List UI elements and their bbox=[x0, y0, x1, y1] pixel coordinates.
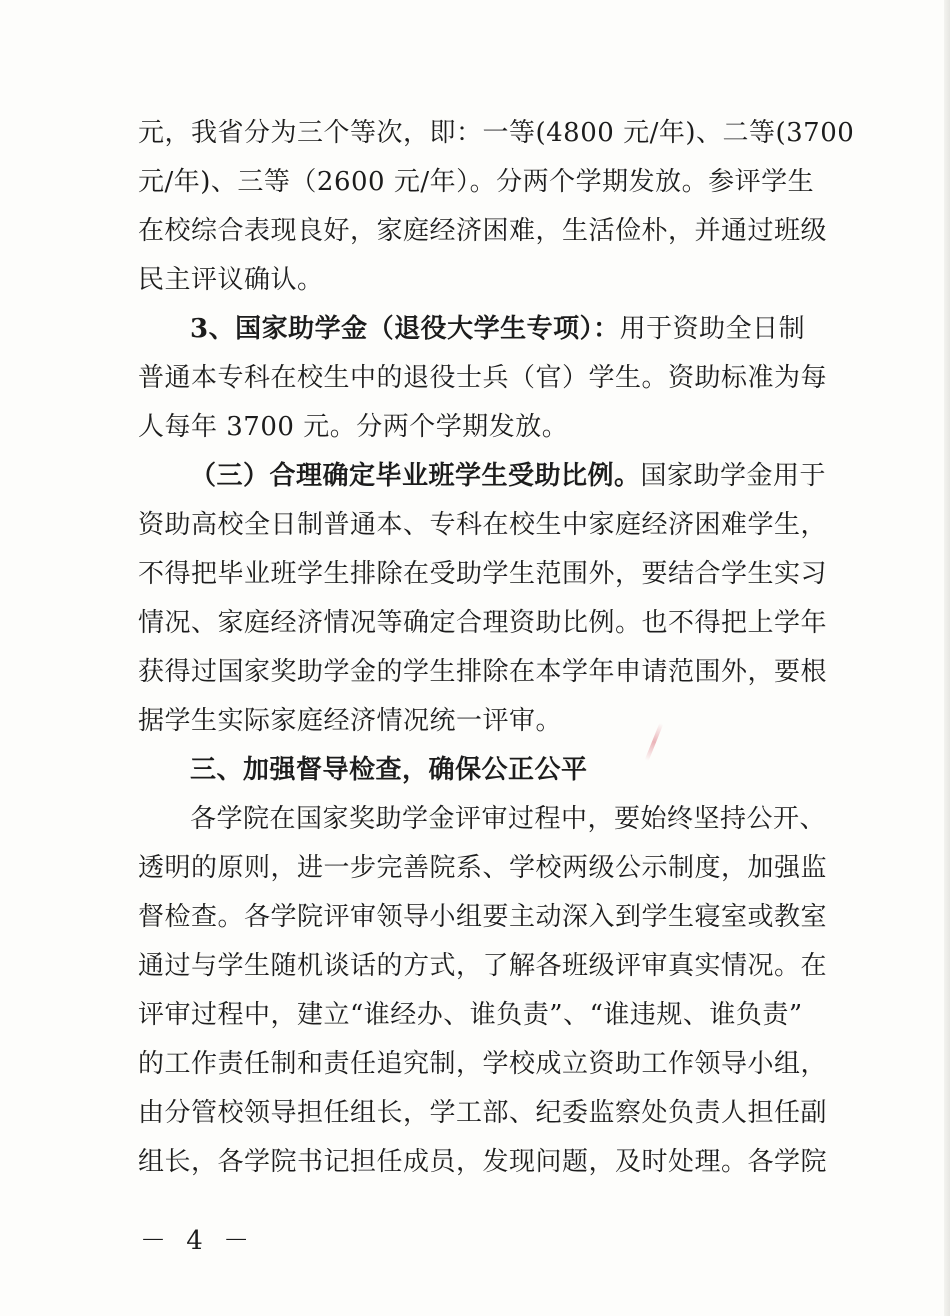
text-line-10: 不得把毕业班学生排除在受助学生范围外，要结合学生实习 bbox=[138, 559, 828, 589]
text-line-7: 人每年 3700 元。分两个学期发放。 bbox=[138, 412, 569, 442]
text-line-9: 资助高校全日制普通本、专科在校生中家庭经济困难学生， bbox=[138, 510, 828, 540]
text-line-17: 通过与学生随机谈话的方式，了解各班级评审真实情况。在 bbox=[138, 951, 828, 981]
text-line-11: 情况、家庭经济情况等确定合理资助比例。也不得把上学年 bbox=[138, 608, 828, 638]
text-line-15: 透明的原则，进一步完善院系、学校两级公示制度，加强监 bbox=[138, 853, 828, 883]
text-line-1: 元，我省分为三个等次，即：一等(4800 元/年)、二等(3700 bbox=[138, 118, 855, 148]
text-line-14: 各学院在国家奖助学金评审过程中，要始终坚持公开、 bbox=[190, 804, 827, 834]
scan-edge bbox=[944, 0, 950, 1316]
text-line-8-rest: 国家助学金用于 bbox=[640, 461, 827, 491]
text-line-4: 民主评议确认。 bbox=[138, 265, 324, 295]
subheading-national-grant-veterans: 3、国家助学金（退役大学生专项）： bbox=[190, 314, 620, 344]
pen-mark bbox=[645, 723, 664, 762]
section-heading-supervision: 三、加强督导检查，确保公正公平 bbox=[190, 755, 588, 785]
text-line-5 bbox=[190, 314, 805, 344]
text-line-12: 获得过国家奖助学金的学生排除在本学年申请范围外，要根 bbox=[138, 657, 828, 687]
text-line-2: 元/年)、三等（2600 元/年）。分两个学期发放。参评学生 bbox=[138, 167, 815, 197]
page-number: － 4 － bbox=[140, 1226, 256, 1256]
text-line-13: 据学生实际家庭经济情况统一评审。 bbox=[138, 706, 563, 736]
text-line-5-rest: 用于资助全日制 bbox=[619, 314, 806, 344]
text-line-3: 在校综合表现良好，家庭经济困难，生活俭朴，并通过班级 bbox=[138, 216, 828, 246]
text-line-6: 普通本专科在校生中的退役士兵（官）学生。资助标准为每 bbox=[138, 363, 828, 393]
text-line-16: 督检查。各学院评审领导小组要主动深入到学生寝室或教室 bbox=[138, 902, 828, 932]
text-line-20: 由分管校领导担任组长，学工部、纪委监察处负责人担任副 bbox=[138, 1098, 828, 1128]
text-line-21: 组长，各学院书记担任成员，发现问题，及时处理。各学院 bbox=[138, 1147, 828, 1177]
text-line-8 bbox=[190, 461, 826, 491]
text-line-18: 评审过程中，建立“谁经办、谁负责”、“谁违规、谁负责” bbox=[138, 1000, 803, 1030]
subheading-graduating-class-ratio: （三）合理确定毕业班学生受助比例。 bbox=[190, 461, 641, 491]
text-line-19: 的工作责任制和责任追究制，学校成立资助工作领导小组， bbox=[138, 1049, 828, 1079]
